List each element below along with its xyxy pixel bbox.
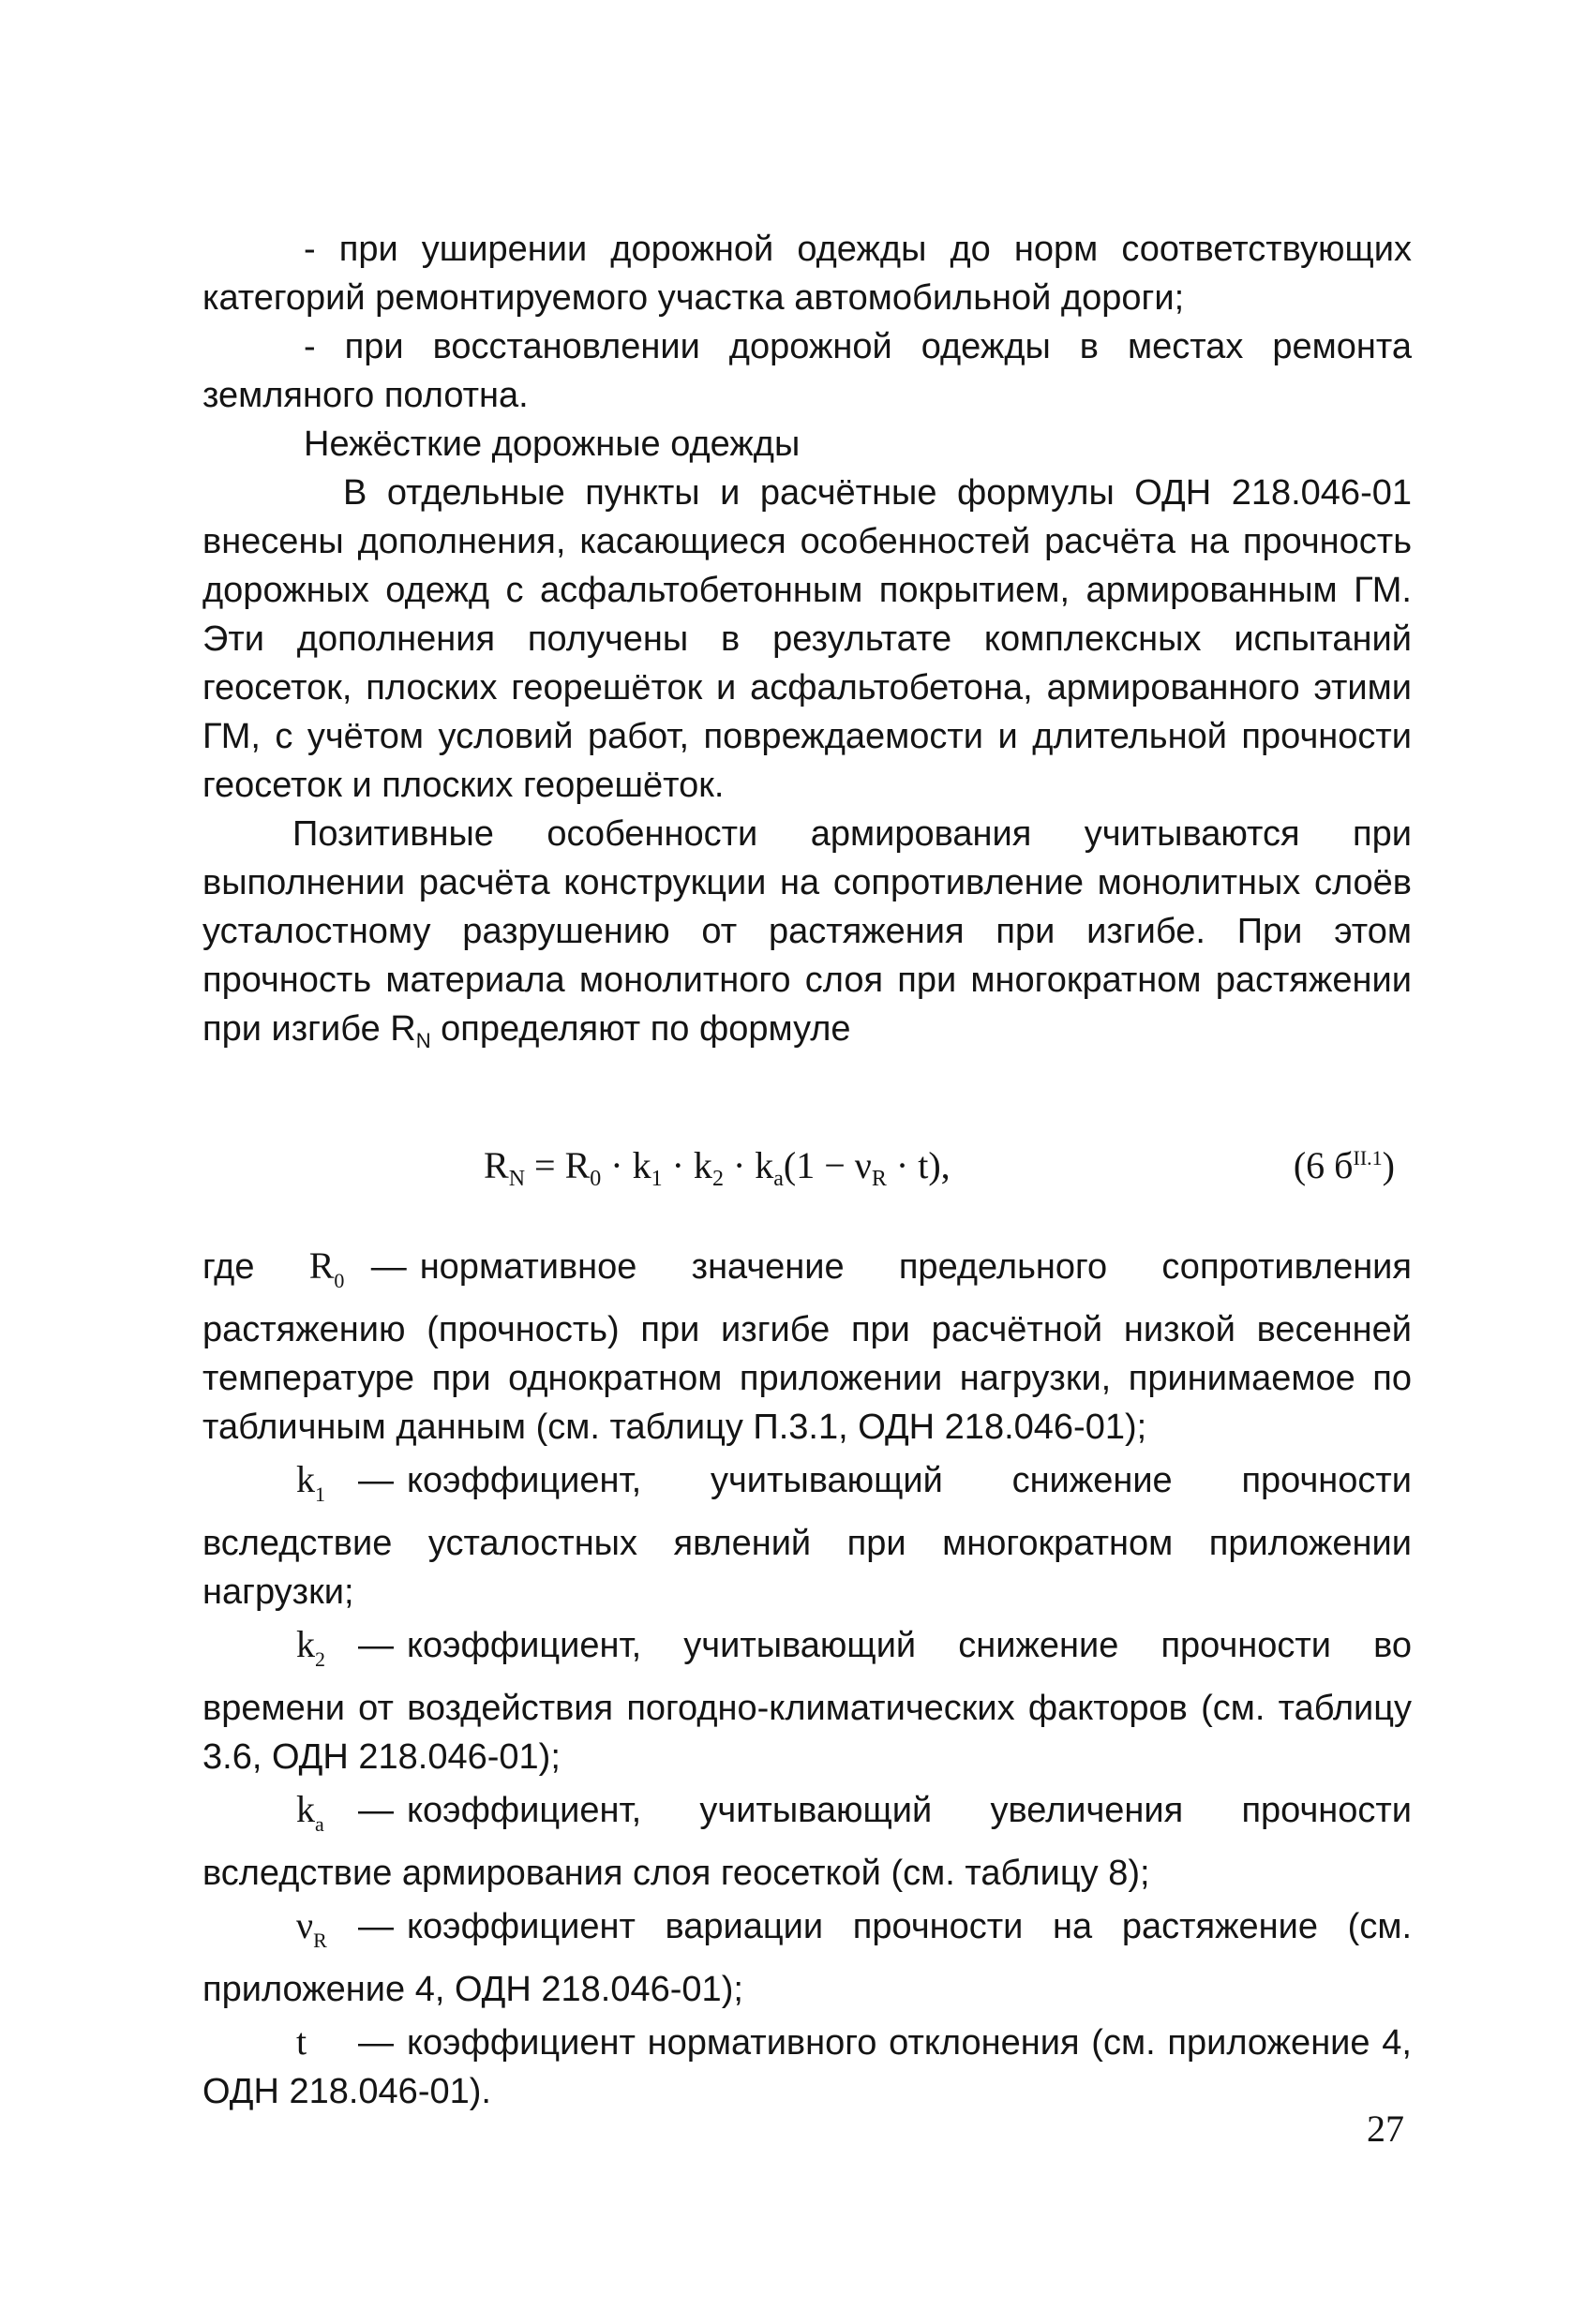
- formula-nu-subscript: R: [871, 1167, 887, 1191]
- ka-symbol-subscript: а: [315, 1812, 324, 1836]
- definition-dash: —: [358, 1461, 394, 1500]
- definition-dash: —: [358, 2023, 394, 2063]
- definition-nu: [202, 1901, 1412, 2014]
- definitions-block: [202, 1242, 1412, 2120]
- r0-definition-text: нормативное значение предельного сопротивления растяжению (прочность) при изгибе при расчётной низкой весенней температуре при однократном приложении нагрузки, принимаемое по табличным данным (см. таблицу П.3.1, ОДН 218.046-01);: [202, 1247, 1412, 1447]
- formula-k1-symbol: · k: [601, 1144, 651, 1186]
- definition-ka: [202, 1785, 1412, 1898]
- equation-number-superscript: II.1: [1353, 1146, 1383, 1169]
- intro-item-restoration: - при восстановлении дорожной одежды в местах ремонта земляного полотна.: [202, 327, 1412, 415]
- equation-number-main: (6 б: [1293, 1144, 1354, 1186]
- k1-definition-text: коэффициент, учитывающий снижение прочности вследствие усталостных явлений при многократном приложении нагрузки;: [202, 1461, 1412, 1612]
- rn-subscript: N: [415, 1029, 431, 1052]
- formula-ka-symbol: · k: [723, 1144, 774, 1186]
- definition-dash: —: [358, 1626, 394, 1665]
- ka-definition-text: коэффициент, учитывающий увеличения прочности вследствие армирования слоя геосеткой (см. таблицу 8);: [202, 1791, 1412, 1893]
- definition-t: [202, 2018, 1412, 2116]
- k1-symbol: [296, 1455, 352, 1519]
- k2-definition-text: коэффициент, учитывающий снижение прочности во времени от воздействия погодно-климатических факторов (см. таблицу 3.6, ОДН 218.046-01);: [202, 1626, 1412, 1777]
- formula-k1-subscript: 1: [651, 1167, 663, 1191]
- formula-equals-r0: = R: [525, 1144, 591, 1186]
- t-symbol-letter: t: [296, 2020, 307, 2063]
- formula-rn-subscript: N: [508, 1167, 526, 1191]
- where-label: где: [202, 1247, 309, 1287]
- formula-t-term: · t),: [886, 1144, 951, 1186]
- definition-r0: [202, 1242, 1412, 1452]
- formula-row: [202, 1143, 1412, 1199]
- k2-symbol-letter: k: [296, 1623, 315, 1665]
- k2-symbol-subscript: 2: [315, 1647, 325, 1671]
- r0-symbol: [309, 1242, 366, 1305]
- equation-number: [1294, 1143, 1395, 1187]
- t-symbol: [296, 2018, 352, 2066]
- definition-k1: [202, 1455, 1412, 1616]
- r0-symbol-letter: R: [308, 1244, 335, 1287]
- formula-ka-subscript: а: [773, 1167, 784, 1191]
- definition-k2: [202, 1620, 1412, 1781]
- k2-symbol: [296, 1620, 352, 1684]
- t-definition-text: коэффициент нормативного отклонения (см. приложение 4, ОДН 218.046-01).: [202, 2023, 1412, 2111]
- formula-k2-symbol: · k: [662, 1144, 712, 1186]
- nu-symbol: [296, 1901, 352, 1965]
- section-paragraph-1: В отдельные пункты и расчётные формулы ОДН 218.046-01 внесены дополнения, касающиеся особенностей расчёта на прочность дорожных одежд с асфальтобетонным покрытием, армированным ГМ. Эти дополнения получены в результате комплексных испытаний геосеток, плоских георешёток и асфальтобетона, армированного этими ГМ, с учётом условий работ, повреждаемости и длительной прочности геосеток и плоских георешёток.: [202, 473, 1412, 805]
- r0-symbol-subscript: 0: [334, 1269, 345, 1292]
- intro-item-widening: - при уширении дорожной одежды до норм соответствующих категорий ремонтируемого участка автомобильной дороги;: [202, 230, 1412, 318]
- nu-symbol-subscript: R: [313, 1929, 327, 1952]
- definition-dash: —: [358, 1791, 394, 1830]
- k1-symbol-letter: k: [296, 1458, 315, 1500]
- intro-block: [202, 225, 1412, 1065]
- equation-number-close: ): [1382, 1144, 1395, 1186]
- nu-definition-text: коэффициент вариации прочности на растяжение (см. приложение 4, ОДН 218.046-01);: [202, 1907, 1412, 2009]
- formula-nu-symbol: (1 − ν: [783, 1144, 872, 1186]
- ka-symbol: [296, 1785, 352, 1849]
- definition-dash: —: [358, 1907, 394, 1946]
- section-paragraph-2-text: Позитивные особенности армирования учитываются при выполнении расчёта конструкции на сопротивление монолитных слоёв усталостному разрушению от растяжения при изгибе. При этом прочность материала монолитного слоя при многократном растяжении при изгибе R: [202, 814, 1412, 1049]
- section-heading: Нежёсткие дорожные одежды: [304, 425, 801, 464]
- section-paragraph-2: [202, 810, 1412, 1065]
- formula-r0-subscript: 0: [590, 1167, 602, 1191]
- ka-symbol-letter: k: [296, 1788, 315, 1830]
- nu-symbol-letter: ν: [296, 1904, 314, 1946]
- formula-rn-symbol: R: [484, 1144, 509, 1186]
- section-paragraph-2-tail: определяют по формуле: [430, 1009, 851, 1049]
- formula-k2-subscript: 2: [711, 1167, 724, 1191]
- definition-dash: —: [370, 1247, 407, 1287]
- page-number: 27: [1367, 2108, 1404, 2150]
- k1-symbol-subscript: 1: [315, 1482, 325, 1506]
- strength-formula: [484, 1143, 951, 1192]
